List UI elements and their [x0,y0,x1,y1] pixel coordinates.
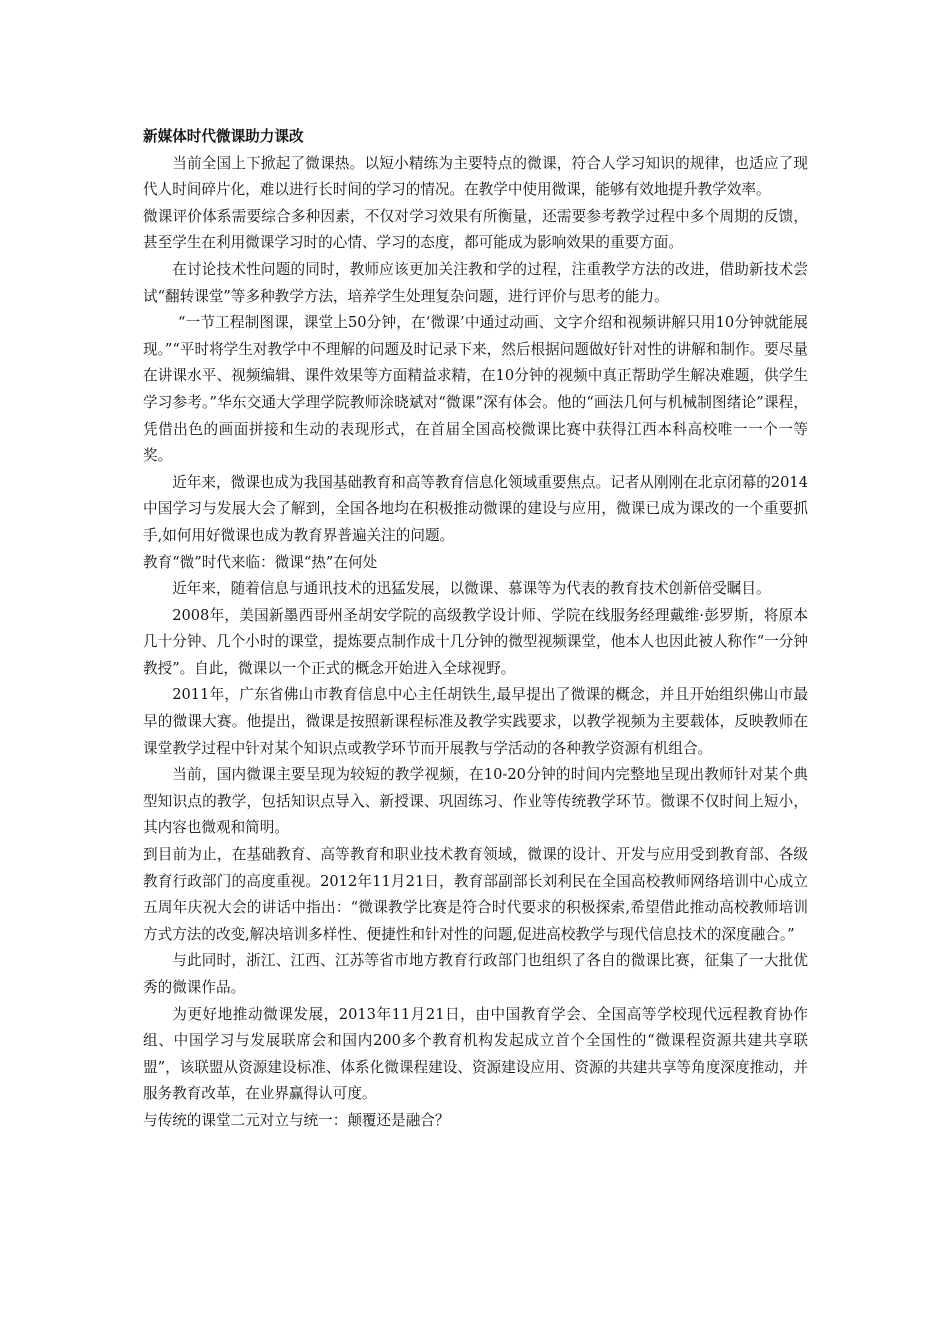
paragraph-2011-foshan: 2011年，广东省佛山市教育信息中心主任胡铁生,最早提出了微课的概念，并且开始组织佛山市最早的微课大赛。他提出，微课是按照新课程标准及教学实践要求，以教学视频为主要载体，反映教师在课堂教学过程中针对某个知识点或教学环节而开展教与学活动的各种教学资源有机组合。 [143,686,808,757]
paragraph-current-state: 当前，国内微课主要呈现为较短的教学视频，在10-20分钟的时间内完整地呈现出教师针对某个典型知识点的教学，包括知识点导入、新授课、巩固练习、作业等传统教学环节。微课不仅时间上短小，其内容也微观和简明。 [143,766,808,837]
paragraph-intro: 当前全国上下掀起了微课热。以短小精练为主要特点的微课，符合人学习知识的规律，也适应了现代人时间碎片化，难以进行长时间的学习的情况。在教学中使用微课，能够有效地提升教学效率。 [143,154,808,199]
paragraph-recent-focus: 近年来，微课也成为我国基础教育和高等教育信息化领域重要焦点。记者从刚刚在北京闭幕的2014中国学习与发展大会了解到，全国各地均在积极推动微课的建设与应用，微课已成为课改的一个重要抓手,如何用好微课也成为教育界普遍关注的问题。 [143,473,808,544]
paragraph-provincial-contests: 与此同时，浙江、江西、江苏等省市地方教育行政部门也组织了各自的微课比赛，征集了一大批优秀的微课作品。 [143,952,808,996]
paragraph-tech-development: 近年来，随着信息与通讯技术的迅猛发展，以微课、慕课等为代表的教育技术创新倍受瞩目。 [172,580,771,598]
paragraph-ministry-attention: 到目前为止，在基础教育、高等教育和职业技术教育领域，微课的设计、开发与应用受到教育部、各级教育行政部门的高度重视。2012年11月21日，教育部副部长刘利民在全国高校教师网络培训中心成立五周年庆祝大会的讲话中指出：“微课教学比赛是符合时代要求的积极探索,希望借此推动高校教师培训方式方法的改变,解决培训多样性、便捷性和针对性的问题,促进高校教学与现代信息技术的深度融合。” [143,846,808,943]
section-heading-traditional-classroom: 与传统的课堂二元对立与统一：颠覆还是融合？ [143,1111,450,1129]
paragraph-2008-penrose: 2008年，美国新墨西哥州圣胡安学院的高级教学设计师、学院在线服务经理戴维·彭罗斯，将原本几十分钟、几个小时的课堂，提炼要点制作成十几分钟的微型视频课堂，他本人也因此被人称作“一分钟教授”。自此，微课以一个正式的概念开始进入全球视野。 [143,606,808,677]
document-title: 新媒体时代微课助力课改 [143,128,304,145]
document-body [143,124,808,1135]
section-heading-micro-era: 教育“微”时代来临：微课“热”在何处 [143,553,378,571]
paragraph-teaching-process: 在讨论技术性问题的同时，教师应该更加关注教和学的过程，注重教学方法的改进，借助新技术尝试“翻转课堂”等多种教学方法，培养学生处理复杂问题，进行评价与思考的能力。 [143,260,808,305]
paragraph-quote-tu-xiaobin: “一节工程制图课，课堂上50分钟，在‘微课’中通过动画、文字介绍和视频讲解只用10分钟就能展现。”“平时将学生对教学中不理解的问题及时记录下来，然后根据问题做好针对性的讲解和制作。要尽量在讲课水平、视频编辑、课件效果等方面精益求精，在10分钟的视频中真正帮助学生解决难题，供学生学习参考。”华东交通大学理学院教师涂晓斌对“微课”深有体会。他的“画法几何与机械制图绪论”课程，凭借出色的画面拼接和生动的表现形式，在首届全国高校微课比赛中获得江西本科高校唯一一个一等奖。 [143,314,808,465]
paragraph-evaluation: 微课评价体系需要综合多种因素，不仅对学习效果有所衡量，还需要参考教学过程中多个周期的反馈，甚至学生在利用微课学习时的心情、学习的态度，都可能成为影响效果的重要方面。 [143,207,808,252]
paragraph-alliance: 为更好地推动微课发展，2013年11月21日，由中国教育学会、全国高等学校现代远程教育协作组、中国学习与发展联席会和国内200多个教育机构发起成立首个全国性的“微课程资源共建共享联盟”，该联盟从资源建设标准、体系化微课程建设、资源建设应用、资源的共建共享等角度深度推动，并服务教育改革，在业界赢得认可度。 [143,1005,808,1103]
